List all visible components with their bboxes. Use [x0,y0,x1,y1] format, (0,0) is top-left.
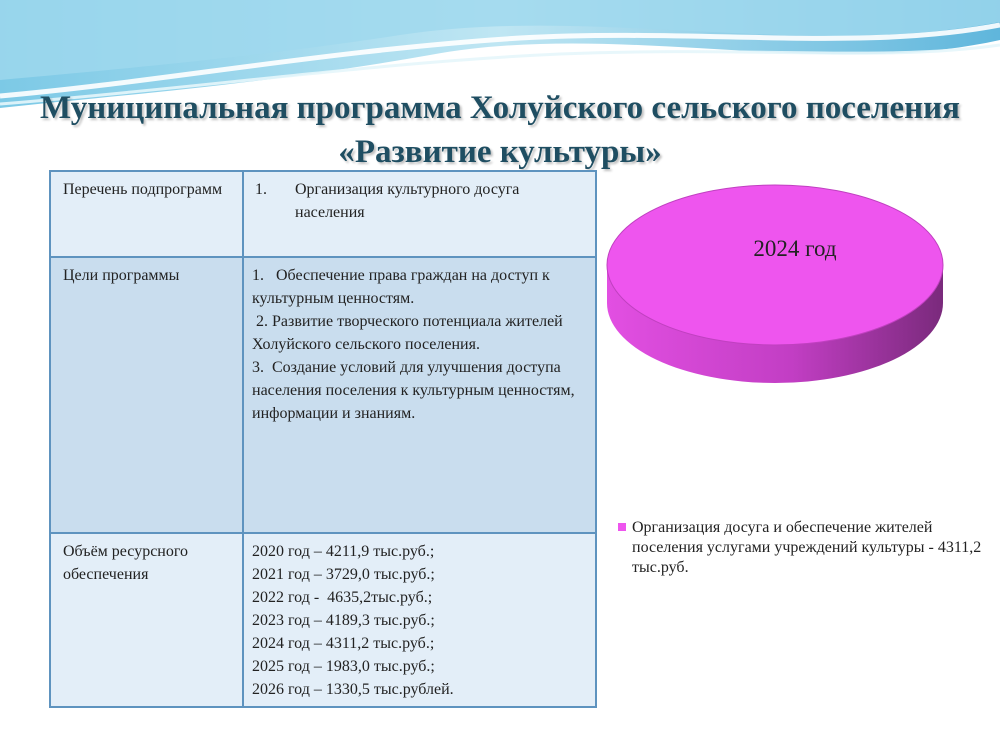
row-content [243,257,596,533]
funding-line: 2023 год – 4189,3 тыс.руб.; [252,612,435,629]
funding-line: 2025 год – 1983,0 тыс.руб.; [252,658,435,675]
row-label: Объём ресурсного обеспечения [50,533,243,707]
list-item-text: Организация культурного досуга населения [295,181,520,221]
table-row [50,533,596,707]
funding-line: 2024 год – 4311,2 тыс.руб.; [252,635,435,652]
pie-chart [600,180,960,390]
pie-slice [607,185,943,345]
program-table [49,170,597,708]
legend-swatch [618,523,626,531]
table-row [50,257,596,533]
funding-line: 2020 год – 4211,9 тыс.руб.; [252,543,435,560]
pie-slices [607,185,943,383]
funding-line: 2022 год - 4635,2тыс.руб.; [252,589,433,606]
funding-line: 2026 год – 1330,5 тыс.рублей. [252,681,454,698]
list-item [252,178,587,224]
slide-title: Муниципальная программа Холуйского сельского поселения «Развитие культуры» [40,90,960,170]
legend-entry: Организация досуга и обеспечение жителей поселения услугами учреждений культуры - 4311,2 тыс.руб. [632,519,982,576]
funding-line: 2021 год – 3729,0 тыс.руб.; [252,566,435,583]
row-content [243,533,596,707]
goal-item: 2. Развитие творческого потенциала жителей Холуйского сельского поселения. [252,313,567,353]
goal-item: 3. Создание условий для улучшения доступа населения поселения к культурным ценностям, информации и знаниям. [252,359,579,422]
row-label: Перечень подпрограмм [50,171,243,257]
list-item-number: 1. [255,181,267,198]
table-row [50,171,596,257]
goal-item: 1. Обеспечение права граждан на доступ к культурным ценностям. [252,267,554,307]
row-content [243,171,596,257]
chart-legend [618,518,1000,578]
chart-title: 2024 год [753,236,837,261]
row-label: Цели программы [50,257,243,533]
